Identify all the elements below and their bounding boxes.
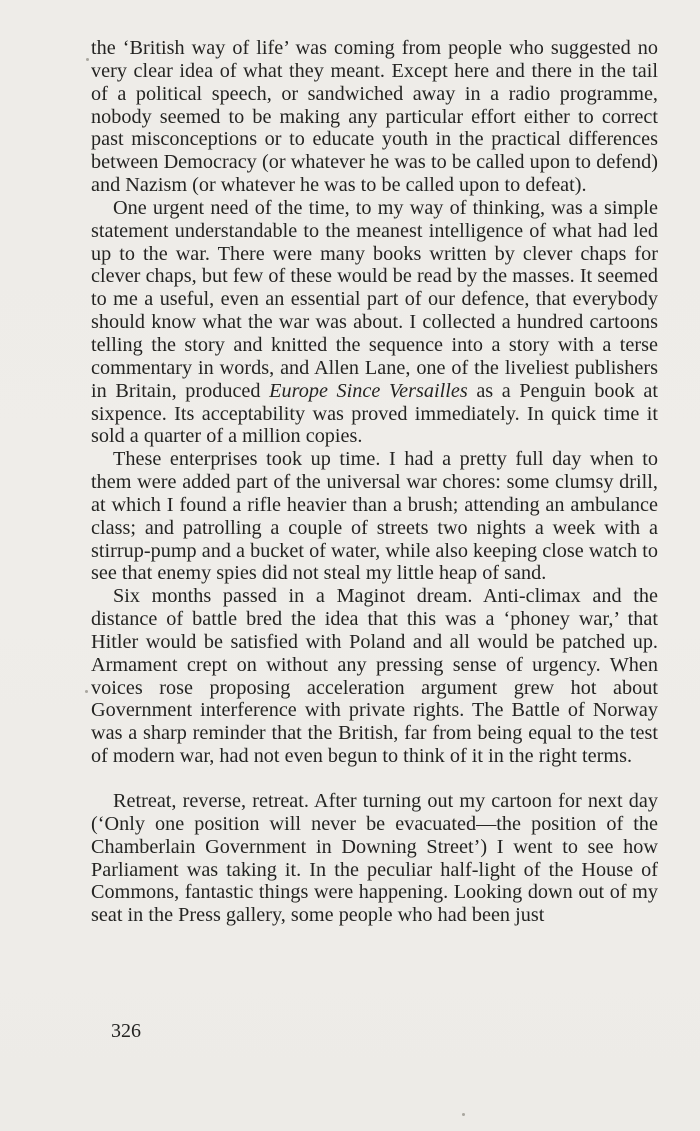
paragraph-text-after-title: as a Penguin book at sixpence. Its acceptability was proved immediately. In quick time it sold a quarter of a million copies. bbox=[91, 379, 658, 448]
book-title: Europe Since Versailles bbox=[269, 379, 468, 402]
paragraph-maginot-dream: Six months passed in a Maginot dream. Anti-climax and the distance of battle bred the idea that this was a ‘phoney war,’ that Hitler would be satisfied with Poland and all would be patched up. Armament crept on without any pressing sense of urgency. When voices rose proposing acceleration argument grew hot about Government interference with private rights. The Battle of Norway was a sharp reminder that the British, far from being equal to the test of modern war, had not even begun to think of it in the right terms. bbox=[91, 585, 658, 768]
paragraph-war-chores: These enterprises took up time. I had a pretty full day when to them were added part of the universal war chores: some clumsy drill, at which I found a rifle heavier than a brush; attending an ambulance class; and patrolling a couple of streets two nights a week with a stirrup-pump and a bucket of water, while also keeping close watch to see that enemy spies did not steal my little heap of sand. bbox=[91, 448, 658, 585]
paragraph-text-before-title: One urgent need of the time, to my way of thinking, was a simple statement understandable to the meanest intelligence of what had led up to the war. There were many books written by clever chaps for clever chaps, but few of these would be read by the masses. It seemed to me a useful, even an essential part of our defence, that everybody should know what the war was about. I collected a hundred cartoons telling the story and knitted the sequence into a story with a terse commentary in words, and Allen Lane, one of the liveliest publishers in Britain, produced bbox=[91, 196, 658, 402]
paper-speck bbox=[86, 58, 89, 61]
body-text bbox=[91, 37, 658, 927]
page-number: 326 bbox=[111, 1020, 141, 1042]
paragraph-retreat: Retreat, reverse, retreat. After turning out my cartoon for next day (‘Only one position will never be evacuated—the position of the Chamberlain Government in Downing Street’) I went to see how Parliament was taking it. In the peculiar half-light of the House of Commons, fantastic things were happening. Looking down out of my seat in the Press gallery, some people who had been just bbox=[91, 790, 658, 927]
paragraph-continued: the ‘British way of life’ was coming from people who suggested no very clear idea of what they meant. Except here and there in the tail of a political speech, or sandwiched away in a radio programme, nobody seemed to be making any particular effort either to correct past misconceptions or to educate youth in the practical differences between Democracy (or whatever he was to be called upon to defend) and Nazism (or whatever he was to be called upon to defeat). bbox=[91, 37, 658, 197]
paper-speck bbox=[462, 1113, 465, 1116]
paragraph-europe-since-versailles bbox=[91, 197, 658, 448]
paper-speck bbox=[85, 690, 88, 693]
